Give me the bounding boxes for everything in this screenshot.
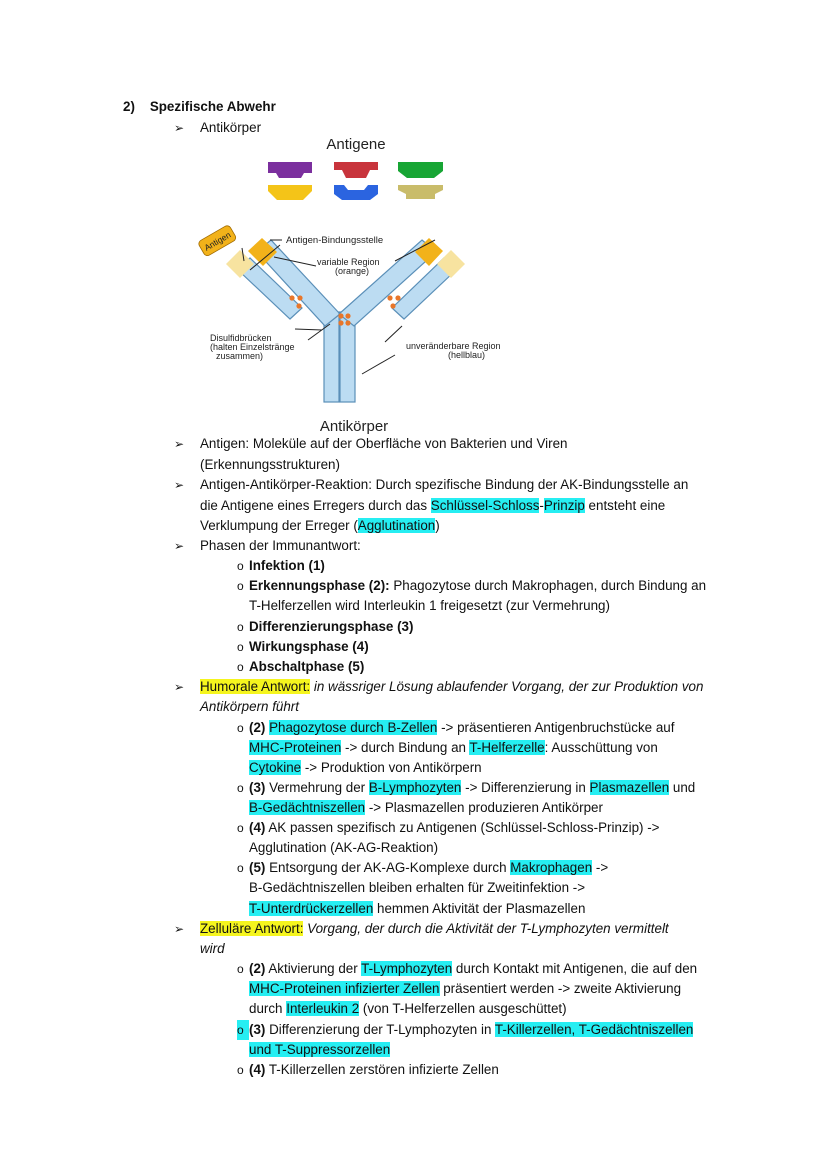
step-num: (3) — [249, 780, 266, 795]
humoral-text: in wässriger Lösung ablaufender Vorgang, der zur Produktion von — [310, 679, 704, 694]
highlight-t-helferzelle: T-Helferzelle — [469, 740, 545, 755]
highlight-humorale-antwort: Humorale Antwort: — [200, 679, 311, 694]
label-disulfide-2: (halten Einzelstränge — [210, 342, 295, 352]
step-text: durch Kontakt mit Antigenen, die auf den — [452, 961, 698, 976]
antigen-yellow-icon — [268, 185, 312, 200]
phase-text: Differenzierungsphase (3) — [249, 619, 414, 634]
phase-1 — [237, 556, 325, 576]
phasen-label: Phasen der Immunantwort: — [200, 538, 361, 553]
humoral-step-5 — [237, 858, 608, 878]
circle-bullet-icon: o — [237, 1020, 249, 1040]
highlight-mhc-proteinen-infizierter: MHC-Proteinen infizierter Zellen — [249, 981, 440, 996]
step-num: (4) — [249, 820, 266, 835]
highlight-agglutination: Agglutination — [357, 518, 436, 533]
phase-4 — [237, 637, 369, 657]
step-text: Vermehrung der — [265, 780, 369, 795]
arrow-bullet-icon: ➢ — [174, 121, 185, 135]
heading-number: 2) — [123, 99, 135, 114]
antigen-tag-label: Antigen — [202, 229, 233, 253]
step-text: -> präsentieren Antigenbruchstücke auf — [437, 720, 675, 735]
antigen-label: Antigen: — [200, 436, 250, 451]
step-num: (2) — [249, 720, 266, 735]
antigen-blue-icon — [334, 185, 378, 200]
highlight-t-killerzellen: T-Killerzellen, T-Gedächtniszellen — [494, 1022, 694, 1037]
reaktion-text: entsteht eine — [584, 498, 666, 513]
circle-bullet-icon: o — [237, 640, 244, 654]
reaktion-line2 — [200, 496, 665, 516]
humoral-line2: Antikörpern führt — [200, 699, 299, 714]
circle-bullet-icon: o — [237, 821, 244, 835]
highlight-t-suppressorzellen: und T-Suppressorzellen — [249, 1042, 391, 1057]
reaktion-text: Verklumpung der Erreger ( — [200, 518, 358, 533]
circle-bullet-icon: o — [237, 962, 244, 976]
circle-bullet-icon: o — [237, 620, 244, 634]
zellular-step-3 — [237, 1020, 693, 1040]
circle-bullet-icon: o — [237, 559, 244, 573]
circle-bullet-icon: o — [237, 861, 244, 875]
highlight-prinzip: Prinzip — [543, 498, 585, 513]
highlight-mhc-proteinen: MHC-Proteinen — [249, 740, 342, 755]
phase-bold: Erkennungsphase (2): — [249, 578, 390, 593]
label-disulfide-3: zusammen) — [216, 351, 264, 361]
reaktion-line1: Antigen-Antikörper-Reaktion: Durch spezifische Bindung der AK-Bindungsstelle an — [200, 477, 689, 492]
step-text: -> durch Bindung an — [341, 740, 470, 755]
antigen-green-icon — [398, 162, 443, 178]
label-constant-region: unveränderbare Region — [406, 341, 501, 351]
highlight-t-unterdrueckerzellen: T-Unterdrückerzellen — [249, 901, 374, 916]
humoral-step-2 — [237, 718, 674, 738]
arrow-bullet-icon: ➢ — [174, 680, 185, 694]
phase-5 — [237, 657, 364, 677]
humoral-step-3-line2 — [249, 798, 603, 818]
figure-caption: Antikörper — [319, 418, 389, 435]
arrow-bullet-icon: ➢ — [174, 922, 185, 936]
humoral-step-4 — [237, 818, 659, 838]
bullet-reaktion — [174, 475, 688, 495]
antigen-text: Moleküle auf der Oberfläche von Bakterien und Viren — [249, 436, 568, 451]
label-variable-region: variable Region — [317, 257, 380, 267]
step-num: (2) — [249, 961, 266, 976]
step-text: hemmen Aktivität der Plasmazellen — [373, 901, 586, 916]
humoral-step-5-line2: B-Gedächtniszellen bleiben erhalten für Zweitinfektion -> — [249, 880, 586, 895]
phase-2 — [237, 576, 706, 596]
step-text: präsentiert werden -> zweite Aktivierung — [439, 981, 682, 996]
antigen-tag — [197, 224, 237, 257]
step-text: : Ausschüttung von — [544, 740, 658, 755]
reaktion-text: die Antigene eines Erregers durch das — [200, 498, 431, 513]
step-text: (von T-Helferzellen ausgeschüttet) — [359, 1001, 567, 1016]
humoral-step-2-line3 — [249, 758, 482, 778]
zellular-step-2 — [237, 959, 697, 979]
highlight-zellulaere-antwort: Zelluläre Antwort: — [200, 921, 304, 936]
step-text: -> Differenzierung in — [461, 780, 590, 795]
humoral-step-4-line2: Agglutination (AK-AG-Reaktion) — [249, 840, 439, 855]
circle-bullet-icon: o — [237, 781, 244, 795]
label-binding-site: Antigen-Bindungsstelle — [286, 235, 384, 246]
phase-2-line2: T-Helferzellen wird Interleukin 1 freigesetzt (zur Vermehrung) — [249, 598, 610, 613]
bullet-zellular — [174, 919, 669, 939]
step-num: (4) — [249, 1062, 266, 1077]
bullet-text: Antikörper — [200, 120, 262, 135]
step-num: (5) — [249, 860, 266, 875]
circle-bullet-icon: o — [237, 660, 244, 674]
step-text: -> — [592, 860, 609, 875]
step-text: -> Plasmazellen produzieren Antikörper — [365, 800, 603, 815]
phase-text: Abschaltphase (5) — [249, 659, 365, 674]
zellular-step-2-line2 — [249, 979, 681, 999]
zellular-text: Vorgang, der durch die Aktivität der T-Lymphozyten vermittelt — [303, 921, 669, 936]
highlight-b-lymphozyten: B-Lymphozyten — [368, 780, 462, 795]
bullet-antigen-line2: (Erkennungsstrukturen) — [200, 457, 340, 472]
highlight-t-lymphozyten: T-Lymphozyten — [361, 961, 453, 976]
zellular-step-4 — [237, 1060, 499, 1080]
zellular-step-3-line2 — [249, 1040, 390, 1060]
highlight-schluessel-schloss: Schlüssel-Schloss — [430, 498, 540, 513]
antibody-figure — [190, 130, 550, 436]
step-text: Aktivierung der — [265, 961, 362, 976]
bullet-antigen — [174, 434, 567, 454]
step-text: -> Produktion von Antikörpern — [301, 760, 482, 775]
humoral-step-2-line2 — [249, 738, 658, 758]
step-text: T-Killerzellen zerstören infizierte Zellen — [265, 1062, 499, 1077]
circle-bullet-icon: o — [237, 1063, 244, 1077]
zellular-step-2-line3 — [249, 999, 567, 1019]
bullet-humoral — [174, 677, 703, 697]
reaktion-text: ) — [435, 518, 440, 533]
step-text: und — [669, 780, 696, 795]
highlight-plasmazellen: Plasmazellen — [589, 780, 670, 795]
circle-bullet-icon: o — [237, 579, 244, 593]
step-text: Entsorgung der AK-AG-Komplexe durch — [265, 860, 511, 875]
humoral-step-5-line3 — [249, 899, 585, 919]
label-constant-region-color: (hellblau) — [448, 350, 486, 360]
step-text: durch — [249, 1001, 287, 1016]
step-text: Differenzierung der T-Lymphozyten in — [265, 1022, 495, 1037]
arrow-bullet-icon: ➢ — [174, 437, 185, 451]
highlight-b-gedaechtniszellen: B-Gedächtniszellen — [249, 800, 366, 815]
section-heading — [123, 97, 276, 117]
highlight-interleukin-2: Interleukin 2 — [286, 1001, 360, 1016]
highlight-cytokine: Cytokine — [249, 760, 302, 775]
label-variable-region-color: (orange) — [335, 266, 370, 276]
phase-text: Infektion (1) — [249, 558, 325, 573]
bullet-phasen — [174, 536, 361, 556]
step-num: (3) — [249, 1022, 266, 1037]
reaktion-dash: - — [539, 498, 544, 513]
zellular-line2: wird — [200, 941, 225, 956]
antigen-khaki-icon — [398, 185, 443, 199]
reaktion-line3 — [200, 516, 440, 536]
humoral-step-3 — [237, 778, 695, 798]
highlight-makrophagen: Makrophagen — [510, 860, 593, 875]
heading-title: Spezifische Abwehr — [149, 99, 276, 114]
arrow-bullet-icon: ➢ — [174, 539, 185, 553]
phase-text: Wirkungsphase (4) — [249, 639, 369, 654]
antigen-red-icon — [334, 162, 378, 178]
highlight-phagozytose: Phagozytose durch B-Zellen — [269, 720, 438, 735]
label-disulfide-1: Disulfidbrücken — [210, 333, 272, 343]
phase-text: Phagozytose durch Makrophagen, durch Bindung an — [389, 578, 707, 593]
antigen-purple-icon — [268, 162, 312, 178]
circle-bullet-icon: o — [237, 721, 244, 735]
step-text: AK passen spezifisch zu Antigenen (Schlüssel-Schloss-Prinzip) -> — [265, 820, 660, 835]
arrow-bullet-icon: ➢ — [174, 478, 185, 492]
phase-3 — [237, 617, 413, 637]
figure-title: Antigene — [326, 136, 386, 153]
